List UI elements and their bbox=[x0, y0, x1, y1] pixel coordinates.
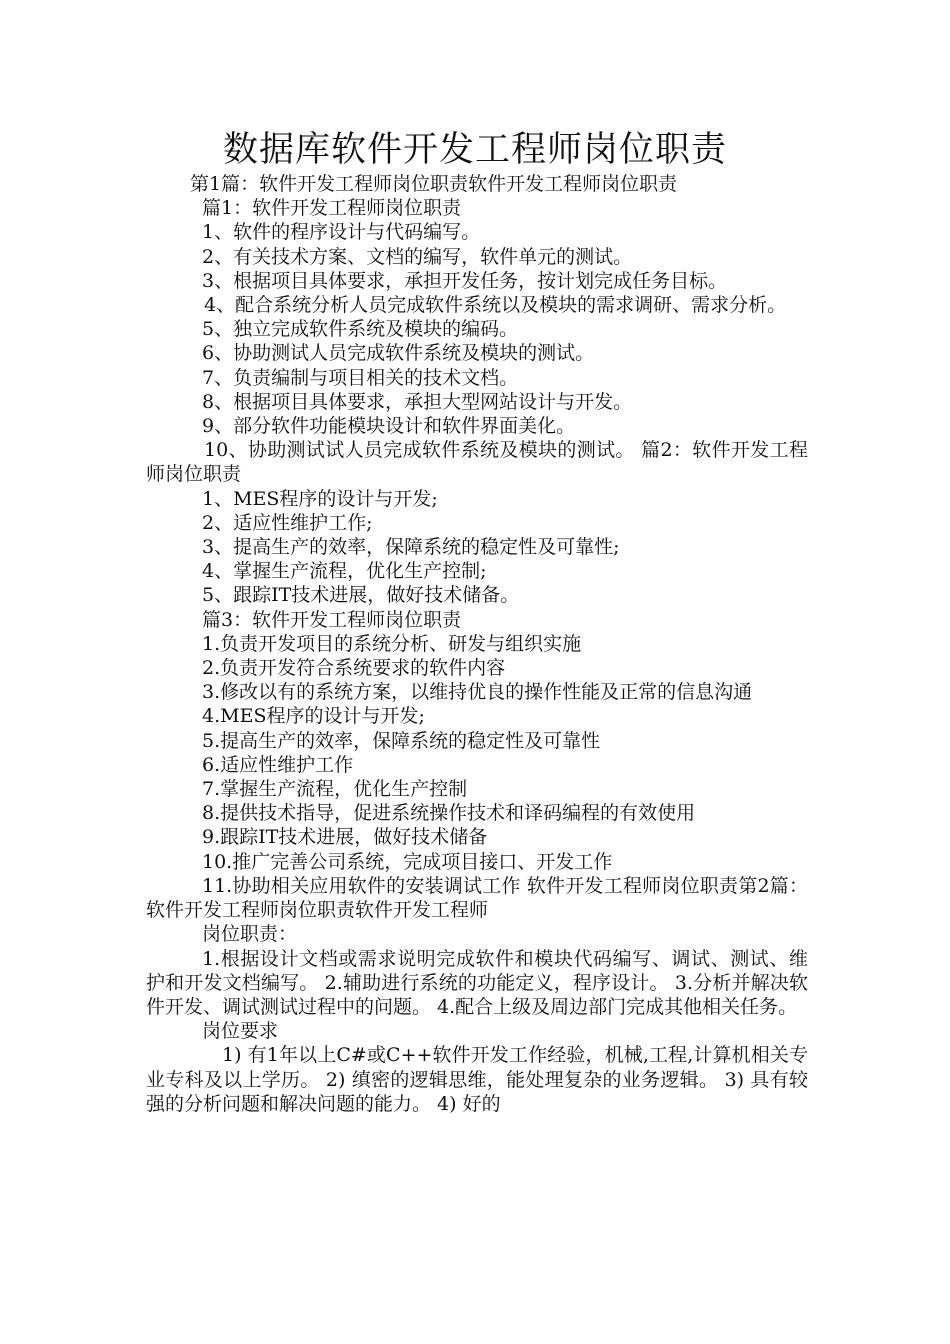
paragraph: 5、跟踪IT技术进展，做好技术储备。 bbox=[202, 584, 520, 607]
paragraph: 2、适应性维护工作; bbox=[202, 511, 373, 534]
paragraph: 4、配合系统分析人员完成软件系统以及模块的需求调研、需求分析。 bbox=[204, 294, 787, 317]
paragraph: 1、MES程序的设计与开发; bbox=[202, 487, 438, 510]
paragraph: 3.修改以有的系统方案，以维持优良的操作性能及正常的信息沟通 bbox=[202, 681, 753, 704]
paragraph-section-3-heading: 篇3：软件开发工程师岗位职责 bbox=[202, 608, 462, 631]
paragraph: 10.推广完善公司系统，完成项目接口、开发工作 bbox=[202, 850, 613, 873]
paragraph-duties-heading: 岗位职责： bbox=[202, 923, 298, 946]
paragraph: 11.协助相关应用软件的安装调试工作 软件开发工程师岗位职责第2篇：软件开发工程师岗位职责软件开发工程师 bbox=[146, 874, 808, 922]
paragraph: 5、独立完成软件系统及模块的编码。 bbox=[202, 318, 519, 341]
paragraph-section-1-heading: 篇1：软件开发工程师岗位职责 bbox=[202, 197, 462, 220]
paragraph: 1.负责开发项目的系统分析、研发与组织实施 bbox=[202, 632, 582, 655]
paragraph: 4.MES程序的设计与开发; bbox=[202, 705, 425, 728]
paragraph: 3、提高生产的效率，保障系统的稳定性及可靠性; bbox=[202, 536, 620, 559]
paragraph: 8.提供技术指导，促进系统操作技术和译码编程的有效使用 bbox=[202, 802, 696, 825]
paragraph: 3、根据项目具体要求，承担开发任务，按计划完成任务目标。 bbox=[202, 269, 728, 292]
paragraph: 10、协助测试试人员完成软件系统及模块的测试。 篇2：软件开发工程师岗位职责 bbox=[146, 439, 808, 486]
document-body bbox=[146, 172, 808, 1116]
paragraph: 6.适应性维护工作 bbox=[202, 753, 354, 776]
paragraph: 2.负责开发符合系统要求的软件内容 bbox=[202, 657, 506, 680]
paragraph-requirements-heading: 岗位要求 bbox=[202, 1020, 279, 1043]
paragraph: 2、有关技术方案、文档的编写，软件单元的测试。 bbox=[202, 245, 633, 268]
paragraph: 6、协助测试人员完成软件系统及模块的测试。 bbox=[202, 342, 595, 365]
paragraph: 4、掌握生产流程，优化生产控制; bbox=[202, 560, 487, 583]
paragraph: 8、根据项目具体要求，承担大型网站设计与开发。 bbox=[202, 390, 633, 413]
paragraph: 1) 有1年以上C#或C++软件开发工作经验，机械,工程,计算机相关专业专科及以上学历。 2) 缜密的逻辑思维，能处理复杂的业务逻辑。 3) 具有较强的分析问题和解决问题的能力。 4) 好的 bbox=[146, 1044, 808, 1115]
paragraph-chapter-1-heading: 第1篇：软件开发工程师岗位职责软件开发工程师岗位职责 bbox=[190, 173, 678, 195]
paragraph: 1、软件的程序设计与代码编写。 bbox=[202, 221, 481, 244]
paragraph: 5.提高生产的效率，保障系统的稳定性及可靠性 bbox=[202, 729, 601, 752]
paragraph: 1.根据设计文档或需求说明完成软件和模块代码编写、调试、测试、维护和开发文档编写。 2.辅助进行系统的功能定义，程序设计。 3.分析并解决软件开发、调试测试过程中的问题。 4.配合上级及周边部门完成其他相关任务。 bbox=[146, 947, 808, 1018]
paragraph: 9.跟踪IT技术进展，做好技术储备 bbox=[202, 826, 488, 849]
paragraph: 7、负责编制与项目相关的技术文档。 bbox=[202, 366, 519, 389]
paragraph: 9、部分软件功能模块设计和软件界面美化。 bbox=[202, 415, 576, 438]
document-title: 数据库软件开发工程师岗位职责 bbox=[222, 130, 727, 170]
paragraph: 7.掌握生产流程，优化生产控制 bbox=[202, 778, 468, 801]
